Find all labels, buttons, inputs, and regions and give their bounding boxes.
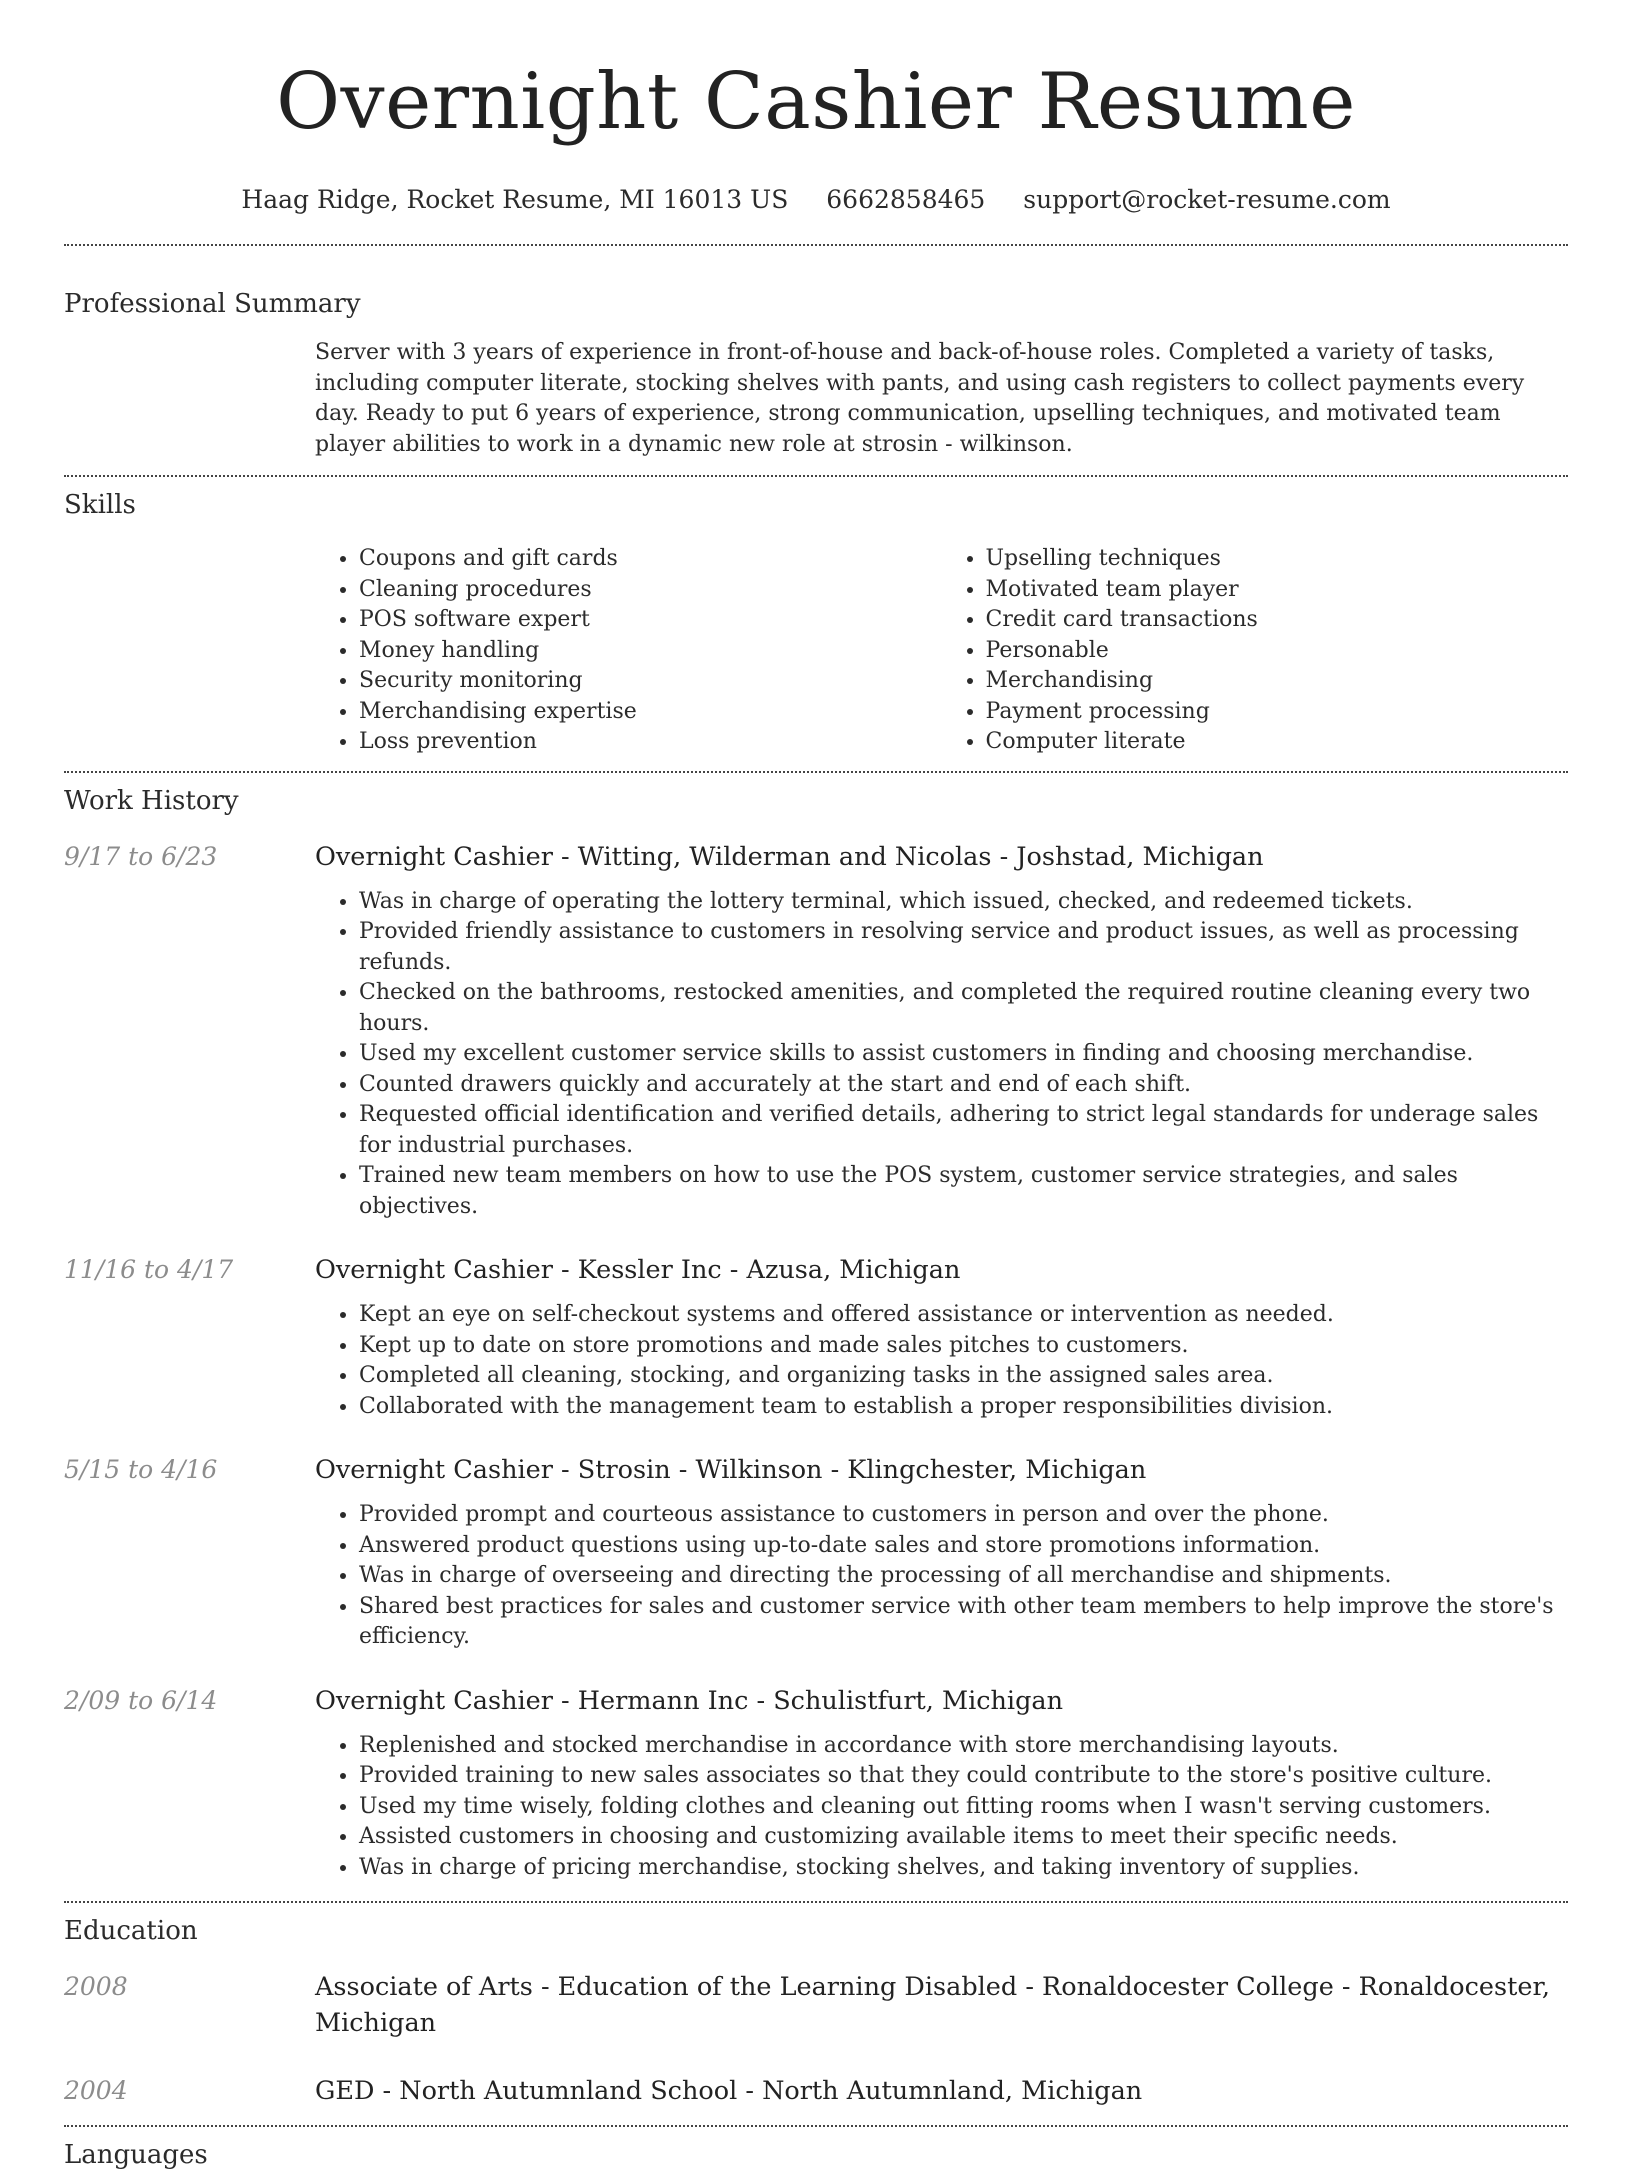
job-bullet: • Replenished and stocked merchandise in accordance with store merchandising layouts. (359, 1731, 1568, 1762)
job-spacer (64, 887, 315, 1223)
job-bullet: • Was in charge of operating the lottery terminal, which issued, checked, and redeemed tickets. (359, 887, 1568, 918)
education-text: Associate of Arts - Education of the Learning Disabled - Ronaldocester College - Ronaldocester, Michigan (315, 1972, 1550, 2038)
job-bullet: • Kept up to date on store promotions and made sales pitches to customers. (359, 1331, 1568, 1362)
summary-title: Professional Summary (64, 289, 361, 319)
job-entry (64, 1252, 1568, 1422)
job-dates: 2/09 to 6/14 (64, 1685, 218, 1715)
job-entry (64, 1452, 1568, 1653)
job-bullet: • Was in charge of pricing merchandise, stocking shelves, and taking inventory of supplies. (359, 1853, 1568, 1884)
skill-item: • Security monitoring (359, 666, 942, 697)
summary-section (64, 286, 1568, 460)
job-bullet: • Kept an eye on self-checkout systems and offered assistance or intervention as needed. (359, 1300, 1568, 1331)
skill-item: • Motivated team player (986, 575, 1569, 606)
skill-item: • Computer literate (986, 727, 1569, 758)
skill-item: • Money handling (359, 636, 942, 667)
skill-item: • Payment processing (986, 697, 1569, 728)
job-bullets (315, 887, 1568, 1223)
job-bullet: • Used my excellent customer service skills to assist customers in finding and choosing merchandise. (359, 1039, 1568, 1070)
job-bullet: • Counted drawers quickly and accurately at the start and end of each shift. (359, 1070, 1568, 1101)
skills-title: Skills (64, 490, 136, 520)
work-divider (64, 1901, 1568, 1903)
header-divider (64, 244, 1568, 246)
skill-item: • POS software expert (359, 605, 942, 636)
job-heading: Overnight Cashier - Hermann Inc - Schulistfurt, Michigan (315, 1685, 1064, 1716)
skills-divider (64, 771, 1568, 773)
contact-address: Haag Ridge, Rocket Resume, MI 16013 US (241, 185, 789, 214)
education-year: 2004 (64, 2076, 128, 2105)
skills-grid (315, 544, 1568, 758)
education-divider (64, 2125, 1568, 2127)
job-bullet: • Requested official identification and verified details, adhering to strict legal standards for underage sales for industrial purchases. (359, 1100, 1568, 1161)
skills-section (64, 487, 1568, 758)
job-spacer (64, 1300, 315, 1422)
languages-title: Languages (64, 2140, 208, 2170)
job-heading: Overnight Cashier - Witting, Wilderman and Nicolas - Joshstad, Michigan (315, 841, 1264, 872)
job-bullets (315, 1731, 1568, 1884)
skills-list-left (315, 544, 942, 758)
skill-item: • Merchandising (986, 666, 1569, 697)
languages-section (64, 2137, 1568, 2173)
skill-item: • Upselling techniques (986, 544, 1569, 575)
job-bullets (315, 1500, 1568, 1653)
job-dates: 9/17 to 6/23 (64, 841, 218, 871)
skill-item: • Credit card transactions (986, 605, 1569, 636)
job-bullet: • Was in charge of overseeing and directing the processing of all merchandise and shipments. (359, 1561, 1568, 1592)
education-title: Education (64, 1916, 198, 1946)
summary-divider (64, 475, 1568, 477)
contact-phone: 6662858465 (826, 185, 986, 214)
job-heading: Overnight Cashier - Kessler Inc - Azusa, Michigan (315, 1255, 961, 1285)
work-title: Work History (64, 785, 239, 816)
job-entry (64, 1683, 1568, 1884)
skills-spacer (64, 544, 315, 758)
job-bullets (315, 1300, 1568, 1422)
contact-line (64, 182, 1568, 218)
job-bullet: • Collaborated with the management team to establish a proper responsibilities division. (359, 1392, 1568, 1423)
job-dates: 11/16 to 4/17 (64, 1255, 234, 1284)
job-spacer (64, 1731, 315, 1884)
skill-item: • Cleaning procedures (359, 575, 942, 606)
job-bullet: • Provided friendly assistance to customers in resolving service and product issues, as well as processing refunds. (359, 917, 1568, 978)
job-spacer (64, 1500, 315, 1653)
education-section (64, 1913, 1568, 2109)
education-text: GED - North Autumnland School - North Autumnland, Michigan (315, 2076, 1143, 2106)
education-entry (64, 2073, 1568, 2109)
contact-email: support@rocket-resume.com (1023, 185, 1391, 214)
job-heading: Overnight Cashier - Strosin - Wilkinson - Klingchester, Michigan (315, 1455, 1147, 1485)
skills-list-right (942, 544, 1569, 758)
job-bullet: • Completed all cleaning, stocking, and organizing tasks in the assigned sales area. (359, 1361, 1568, 1392)
job-bullet: • Answered product questions using up-to-date sales and store promotions information. (359, 1531, 1568, 1562)
education-entry (64, 1969, 1568, 2041)
job-bullet: • Provided training to new sales associates so that they could contribute to the store's positive culture. (359, 1761, 1568, 1792)
work-section (64, 783, 1568, 1884)
job-dates: 5/15 to 4/16 (64, 1455, 218, 1484)
skill-item: • Personable (986, 636, 1569, 667)
job-bullet: • Assisted customers in choosing and customizing available items to meet their specific needs. (359, 1822, 1568, 1853)
skill-item: • Coupons and gift cards (359, 544, 942, 575)
job-bullet: • Checked on the bathrooms, restocked amenities, and completed the required routine cleaning every two hours. (359, 978, 1568, 1039)
summary-text: Server with 3 years of experience in front-of-house and back-of-house roles. Completed a variety of tasks, including computer literate, stocking shelves with pants, and using cash registers to collect payments every day. Ready to put 6 years of experience, strong communication, upselling techniques, and motivated team player abilities to work in a dynamic new role at strosin - wilkinson. (315, 340, 1525, 457)
skill-item: • Loss prevention (359, 727, 942, 758)
resume-page (64, 0, 1568, 2170)
job-bullet: • Shared best practices for sales and customer service with other team members to help improve the store's efficiency. (359, 1592, 1568, 1653)
job-bullet: • Used my time wisely, folding clothes and cleaning out fitting rooms when I wasn't serving customers. (359, 1792, 1568, 1823)
job-entry (64, 839, 1568, 1223)
skill-item: • Merchandising expertise (359, 697, 942, 728)
job-bullet: • Provided prompt and courteous assistance to customers in person and over the phone. (359, 1500, 1568, 1531)
summary-spacer (64, 338, 315, 460)
resume-title: Overnight Cashier Resume (276, 57, 1356, 147)
education-year: 2008 (64, 1972, 128, 2001)
job-bullet: • Trained new team members on how to use the POS system, customer service strategies, and sales objectives. (359, 1161, 1568, 1222)
